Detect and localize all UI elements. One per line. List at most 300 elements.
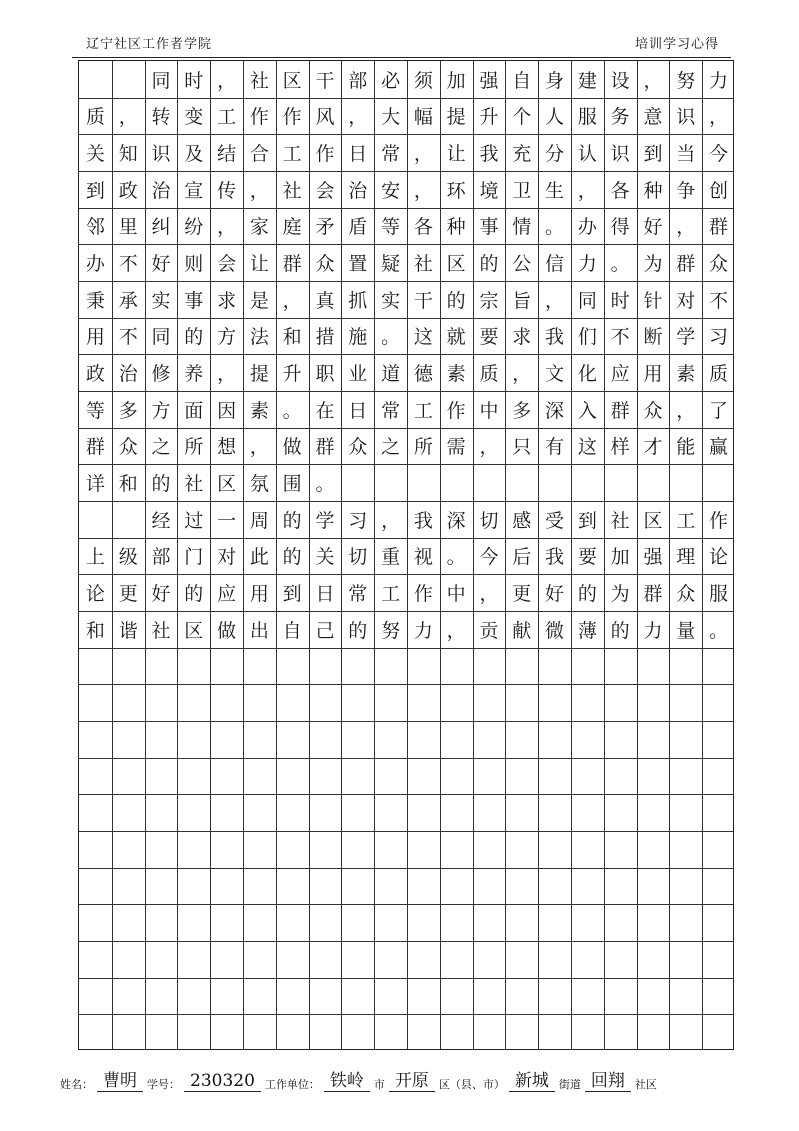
grid-cell-char: 视 bbox=[413, 546, 433, 569]
grid-cell-char: 承 bbox=[118, 289, 138, 312]
grid-cell-char: 生 bbox=[545, 179, 565, 202]
text-line bbox=[79, 464, 341, 501]
text-line bbox=[79, 281, 735, 318]
grid-cell-char: 质 bbox=[85, 106, 105, 129]
grid-cell-char: 更 bbox=[118, 583, 138, 606]
grid-cell-char: 强 bbox=[479, 69, 499, 92]
grid-cell-char: 政 bbox=[118, 179, 138, 202]
grid-cell-char: 有 bbox=[545, 436, 565, 459]
grid-cell-char: 社 bbox=[282, 179, 302, 202]
grid-cell-char: 我 bbox=[479, 143, 499, 166]
grid-cell-char: 入 bbox=[577, 399, 597, 422]
grid-cell-char: 我 bbox=[545, 546, 565, 569]
grid-cell-char: 识 bbox=[676, 106, 696, 129]
grid-cell-char: 好 bbox=[151, 583, 171, 606]
grid-cell-char: 众 bbox=[709, 253, 729, 276]
grid-cell-char: 社 bbox=[610, 509, 630, 532]
grid-cell-char: 微 bbox=[545, 619, 565, 642]
grid-cell-char: 区 bbox=[643, 509, 663, 532]
grid-cell-char: 常 bbox=[348, 583, 368, 606]
text-line bbox=[79, 574, 735, 611]
grid-cell-char: 实 bbox=[151, 289, 171, 312]
grid-cell-char: 多 bbox=[512, 399, 532, 422]
grid-cell-char: 作 bbox=[249, 106, 269, 129]
grid-cell-char: 样 bbox=[610, 436, 630, 459]
grid-cell-char: 加 bbox=[610, 546, 630, 569]
grid-cell-char: 量 bbox=[676, 619, 696, 642]
grid-cell-char: 应 bbox=[610, 363, 630, 386]
community-value: 回翔 bbox=[585, 1066, 631, 1092]
grid-cell-char: 众 bbox=[118, 436, 138, 459]
grid-cell-char: 合 bbox=[249, 143, 269, 166]
grid-cell-char: 人 bbox=[545, 106, 565, 129]
grid-cell-char: ， bbox=[446, 619, 466, 642]
grid-cell-char: 德 bbox=[413, 363, 433, 386]
grid-cell-char: 努 bbox=[676, 69, 696, 92]
grid-cell-char: 社 bbox=[249, 69, 269, 92]
grid-cell-char: 多 bbox=[118, 399, 138, 422]
street-suffix: 街道 bbox=[558, 1078, 581, 1091]
grid-cell-char: 幅 bbox=[413, 106, 433, 129]
grid-cell-char: 理 bbox=[676, 546, 696, 569]
grid-cell-char: 深 bbox=[545, 399, 565, 422]
grid-cell-char: 日 bbox=[348, 399, 368, 422]
grid-cell-char: 受 bbox=[545, 509, 565, 532]
city-value: 铁岭 bbox=[324, 1066, 370, 1092]
grid-cell-char: 面 bbox=[184, 399, 204, 422]
grid-cell-char: 这 bbox=[413, 326, 433, 349]
grid-cell-char: 真 bbox=[315, 289, 335, 312]
grid-cell-char: 政 bbox=[85, 363, 105, 386]
grid-cell-char: 要 bbox=[577, 546, 597, 569]
grid-cell-char: 众 bbox=[676, 583, 696, 606]
grid-cell-char: 。 bbox=[381, 326, 401, 349]
grid-cell-char: 为 bbox=[610, 583, 630, 606]
text-line bbox=[79, 428, 735, 465]
grid-cell-char: 会 bbox=[217, 253, 237, 276]
grid-cell-char: 此 bbox=[249, 546, 269, 569]
grid-cell-char: 宣 bbox=[184, 179, 204, 202]
name-value: 曹明 bbox=[97, 1066, 143, 1092]
grid-cell-char: 经 bbox=[151, 509, 171, 532]
grid-cell-char: 工 bbox=[282, 143, 302, 166]
grid-cell-char: 结 bbox=[217, 143, 237, 166]
grid-cell-char: 好 bbox=[151, 253, 171, 276]
grid-cell-char: ， bbox=[479, 583, 499, 606]
grid-cell-char bbox=[112, 501, 145, 538]
grid-cell-char: 过 bbox=[184, 509, 204, 532]
grid-cell-char: 同 bbox=[151, 69, 171, 92]
text-line bbox=[79, 98, 735, 135]
grid-cell-char: 感 bbox=[512, 509, 532, 532]
grid-cell-char: 建 bbox=[577, 69, 597, 92]
grid-cell-char: 众 bbox=[315, 253, 335, 276]
grid-cell-char: 习 bbox=[709, 326, 729, 349]
grid-cell-char: 。 bbox=[610, 253, 630, 276]
grid-cell-char: 则 bbox=[184, 253, 204, 276]
grid-cell-char: 的 bbox=[282, 546, 302, 569]
grid-cell-char: 设 bbox=[610, 69, 630, 92]
grid-cell-char: 充 bbox=[512, 143, 532, 166]
grid-cell-char: ， bbox=[545, 289, 565, 312]
grid-cell-char: 加 bbox=[446, 69, 466, 92]
grid-cell-char: 部 bbox=[151, 546, 171, 569]
grid-cell-char: 。 bbox=[446, 546, 466, 569]
text-line bbox=[79, 244, 735, 281]
grid-cell-char: 作 bbox=[413, 583, 433, 606]
grid-cell-char: 素 bbox=[249, 399, 269, 422]
grid-cell-char: 求 bbox=[512, 326, 532, 349]
grid-cell-char: 服 bbox=[577, 106, 597, 129]
grid-cell-char: ， bbox=[381, 509, 401, 532]
work-unit-label: 工作单位： bbox=[264, 1078, 320, 1091]
grid-cell-char: 社 bbox=[413, 253, 433, 276]
grid-cell-char: 让 bbox=[249, 253, 269, 276]
grid-cell-char: 用 bbox=[249, 583, 269, 606]
grid-cell-char: 转 bbox=[151, 106, 171, 129]
grid-cell-char: 和 bbox=[282, 326, 302, 349]
grid-cell-char: 习 bbox=[348, 509, 368, 532]
grid-cell-char: 同 bbox=[151, 326, 171, 349]
grid-cell-char: 自 bbox=[282, 619, 302, 642]
grid-cell-char: 同 bbox=[577, 289, 597, 312]
grid-cell-char: 服 bbox=[709, 583, 729, 606]
grid-cell-char: 安 bbox=[381, 179, 401, 202]
grid-cell-char: 提 bbox=[249, 363, 269, 386]
grid-cell-char: 己 bbox=[315, 619, 335, 642]
grid-cell-char: 不 bbox=[118, 326, 138, 349]
grid-cell-char: 在 bbox=[315, 399, 335, 422]
grid-cell-char: ， bbox=[413, 143, 433, 166]
grid-cell-char: 深 bbox=[446, 509, 466, 532]
grid-cell-char: 群 bbox=[282, 253, 302, 276]
grid-cell-char: 疑 bbox=[381, 253, 401, 276]
grid-cell-char: 各 bbox=[413, 216, 433, 239]
grid-cell-char: 传 bbox=[217, 179, 237, 202]
grid-cell-char: 详 bbox=[85, 473, 105, 496]
grid-cell-char: 对 bbox=[676, 289, 696, 312]
grid-cell-char: 升 bbox=[479, 106, 499, 129]
grid-cell-char: 贡 bbox=[479, 619, 499, 642]
grid-cell-char: 想 bbox=[217, 436, 237, 459]
grid-cell-char: 不 bbox=[610, 326, 630, 349]
grid-cell-char: 区 bbox=[446, 253, 466, 276]
grid-cell-char: 施 bbox=[348, 326, 368, 349]
grid-cell-char: 应 bbox=[217, 583, 237, 606]
grid-cell-char: 法 bbox=[249, 326, 269, 349]
grid-cell-char: 。 bbox=[315, 473, 335, 496]
grid-cell-char: 提 bbox=[446, 106, 466, 129]
grid-cell-char: 公 bbox=[512, 253, 532, 276]
grid-cell-char: 群 bbox=[610, 399, 630, 422]
grid-cell-char: 日 bbox=[348, 143, 368, 166]
grid-cell-char: ， bbox=[217, 363, 237, 386]
text-line bbox=[79, 318, 735, 355]
grid-cell-char: 为 bbox=[643, 253, 663, 276]
grid-cell-char: 化 bbox=[577, 363, 597, 386]
grid-cell-char: 的 bbox=[282, 509, 302, 532]
grid-cell-char: 业 bbox=[348, 363, 368, 386]
grid-cell-char: 力 bbox=[413, 619, 433, 642]
grid-cell-char: 工 bbox=[381, 583, 401, 606]
grid-cell-char: 群 bbox=[315, 436, 335, 459]
grid-cell-char: 。 bbox=[282, 399, 302, 422]
grid-cell-char: 是 bbox=[249, 289, 269, 312]
grid-cell-char: ， bbox=[577, 179, 597, 202]
grid-cell-char: 学 bbox=[676, 326, 696, 349]
grid-cell-char: 需 bbox=[446, 436, 466, 459]
grid-cell-char: 中 bbox=[479, 399, 499, 422]
student-id-label: 学号： bbox=[147, 1078, 180, 1091]
grid-cell-char: 到 bbox=[577, 509, 597, 532]
grid-cell-char: 日 bbox=[315, 583, 335, 606]
grid-cell-char: 做 bbox=[282, 436, 302, 459]
grid-cell-char: 等 bbox=[381, 216, 401, 239]
city-suffix: 市 bbox=[373, 1078, 385, 1091]
grid-cell-char: 措 bbox=[315, 326, 335, 349]
grid-cell-char: 质 bbox=[709, 363, 729, 386]
grid-cell-char: 所 bbox=[413, 436, 433, 459]
grid-cell-char: 卫 bbox=[512, 179, 532, 202]
grid-cell-char: 抓 bbox=[348, 289, 368, 312]
grid-cell-char: 好 bbox=[643, 216, 663, 239]
grid-cell-char: 身 bbox=[545, 69, 565, 92]
grid-cell-char: 置 bbox=[348, 253, 368, 276]
grid-cell-char: 办 bbox=[577, 216, 597, 239]
grid-cell-char: ， bbox=[676, 399, 696, 422]
grid-cell-char: 氛 bbox=[249, 473, 269, 496]
grid-cell-char: 后 bbox=[512, 546, 532, 569]
text-line bbox=[79, 501, 735, 538]
grid-cell-char: 的 bbox=[479, 253, 499, 276]
grid-cell-char bbox=[79, 61, 112, 98]
grid-cell-char: 纷 bbox=[184, 216, 204, 239]
grid-cell-char: 治 bbox=[151, 179, 171, 202]
text-line bbox=[79, 171, 735, 208]
grid-cell-char: 职 bbox=[315, 363, 335, 386]
grid-cell-char: 变 bbox=[184, 106, 204, 129]
grid-cell-char: 到 bbox=[85, 179, 105, 202]
text-line bbox=[79, 354, 735, 391]
grid-cell-char: 社 bbox=[184, 473, 204, 496]
grid-cell-char: 出 bbox=[249, 619, 269, 642]
grid-cell-char: 上 bbox=[85, 546, 105, 569]
grid-cell-char: ， bbox=[118, 106, 138, 129]
grid-cell-char: 社 bbox=[151, 619, 171, 642]
grid-cell-char: 。 bbox=[709, 619, 729, 642]
grid-cell-char: 素 bbox=[446, 363, 466, 386]
grid-cell-char: 信 bbox=[545, 253, 565, 276]
grid-cell-char: 群 bbox=[643, 583, 663, 606]
grid-cell-char: 质 bbox=[479, 363, 499, 386]
grid-cell-char: 切 bbox=[348, 546, 368, 569]
grid-cell-char: ， bbox=[643, 69, 663, 92]
grid-cell-char: 就 bbox=[446, 326, 466, 349]
grid-cell-char: 常 bbox=[381, 399, 401, 422]
text-line bbox=[79, 208, 735, 245]
grid-cell-char: 学 bbox=[315, 509, 335, 532]
grid-cell-char: ， bbox=[676, 216, 696, 239]
grid-cell-char: 对 bbox=[217, 546, 237, 569]
grid-cell-char: 区 bbox=[217, 473, 237, 496]
grid-cell-char: 要 bbox=[479, 326, 499, 349]
grid-cell-char: 家 bbox=[249, 216, 269, 239]
grid-cell-char: 时 bbox=[610, 289, 630, 312]
grid-cell-char: 争 bbox=[676, 179, 696, 202]
grid-cell-char: 中 bbox=[446, 583, 466, 606]
grid-cell-char: 周 bbox=[249, 509, 269, 532]
grid-cell-char: 力 bbox=[709, 69, 729, 92]
grid-cell-char: 群 bbox=[676, 253, 696, 276]
grid-cell-char: 围 bbox=[282, 473, 302, 496]
grid-cell-char: 的 bbox=[348, 619, 368, 642]
grid-cell-char bbox=[112, 61, 145, 98]
grid-cell-char: 养 bbox=[184, 363, 204, 386]
grid-cell-char: 到 bbox=[643, 143, 663, 166]
grid-cell-char: 大 bbox=[381, 106, 401, 129]
grid-cell-char: ， bbox=[413, 179, 433, 202]
grid-cell-char: 等 bbox=[85, 399, 105, 422]
grid-cell-char: 方 bbox=[151, 399, 171, 422]
grid-cell-char: 一 bbox=[217, 509, 237, 532]
grid-cell-char: 作 bbox=[446, 399, 466, 422]
grid-cell-char: 区 bbox=[184, 619, 204, 642]
grid-cell-char: 才 bbox=[643, 436, 663, 459]
grid-cell-char: 事 bbox=[479, 216, 499, 239]
grid-cell-char: 分 bbox=[545, 143, 565, 166]
grid-cell-char: 所 bbox=[184, 436, 204, 459]
grid-cell-char: 不 bbox=[118, 253, 138, 276]
grid-cell-char: 赢 bbox=[709, 436, 729, 459]
grid-cell-char: 意 bbox=[643, 106, 663, 129]
grid-cell-char: ， bbox=[282, 289, 302, 312]
grid-cell-char: 之 bbox=[381, 436, 401, 459]
grid-cell-char: 薄 bbox=[577, 619, 597, 642]
grid-cell-char: 强 bbox=[643, 546, 663, 569]
grid-cell-char: 的 bbox=[151, 473, 171, 496]
grid-cell-char: 重 bbox=[381, 546, 401, 569]
grid-cell-char: ， bbox=[512, 363, 532, 386]
grid-cell-char: 及 bbox=[184, 143, 204, 166]
grid-cell-char: 道 bbox=[381, 363, 401, 386]
grid-cell-char: 方 bbox=[217, 326, 237, 349]
grid-cell-char: 关 bbox=[85, 143, 105, 166]
grid-cell-char: 众 bbox=[348, 436, 368, 459]
grid-cell-char: 修 bbox=[151, 363, 171, 386]
grid-cell-char: 针 bbox=[643, 289, 663, 312]
grid-cell-char: ， bbox=[217, 216, 237, 239]
grid-cell-char: 事 bbox=[184, 289, 204, 312]
grid-cell-char: 风 bbox=[315, 106, 335, 129]
grid-cell-char: 断 bbox=[643, 326, 663, 349]
grid-cell-char: ， bbox=[249, 436, 269, 459]
grid-cell-char: 作 bbox=[282, 106, 302, 129]
text-line bbox=[79, 538, 735, 575]
grid-cell-char: 更 bbox=[512, 583, 532, 606]
grid-cell-char: 办 bbox=[85, 253, 105, 276]
name-label: 姓名： bbox=[60, 1078, 93, 1091]
street-value: 新城 bbox=[509, 1066, 555, 1092]
grid-cell-char bbox=[79, 501, 112, 538]
grid-cell-char: 关 bbox=[315, 546, 335, 569]
grid-cell-char: 当 bbox=[676, 143, 696, 166]
grid-cell-char: 能 bbox=[676, 436, 696, 459]
text-line bbox=[79, 134, 735, 171]
grid-cell-char: 务 bbox=[610, 106, 630, 129]
grid-cell-char: 创 bbox=[709, 179, 729, 202]
grid-cell-char: 种 bbox=[643, 179, 663, 202]
grid-cell-char: 努 bbox=[381, 619, 401, 642]
grid-cell-char: 到 bbox=[282, 583, 302, 606]
grid-cell-char: 不 bbox=[709, 289, 729, 312]
footer-info bbox=[60, 1066, 657, 1092]
district-suffix: 区（县、市） bbox=[438, 1078, 505, 1091]
grid-cell-char: 认 bbox=[577, 143, 597, 166]
grid-cell-char: 升 bbox=[282, 363, 302, 386]
grid-cell-char: 工 bbox=[217, 106, 237, 129]
grid-cell-char: 必 bbox=[381, 69, 401, 92]
grid-cell-char: 和 bbox=[85, 619, 105, 642]
grid-cell-char: 文 bbox=[545, 363, 565, 386]
grid-cell-char: 力 bbox=[643, 619, 663, 642]
grid-cell-char: 矛 bbox=[315, 216, 335, 239]
grid-cell-char: 因 bbox=[217, 399, 237, 422]
grid-cell-char: 种 bbox=[446, 216, 466, 239]
grid-cell-char: 常 bbox=[381, 143, 401, 166]
grid-cell-char: 会 bbox=[315, 179, 335, 202]
grid-cell-char: 作 bbox=[709, 509, 729, 532]
grid-cell-char: 邻 bbox=[85, 216, 105, 239]
text-line bbox=[79, 61, 735, 98]
grid-cell-char: 工 bbox=[413, 399, 433, 422]
grid-cell-char: 识 bbox=[610, 143, 630, 166]
grid-cell-char: 纠 bbox=[151, 216, 171, 239]
grid-cell-char: 境 bbox=[479, 179, 499, 202]
community-suffix: 社区 bbox=[634, 1078, 657, 1091]
grid-cell-char: 好 bbox=[545, 583, 565, 606]
grid-cell-char: 时 bbox=[184, 69, 204, 92]
grid-cell-char: 各 bbox=[610, 179, 630, 202]
grid-cell-char: 用 bbox=[643, 363, 663, 386]
grid-cell-char: 力 bbox=[577, 253, 597, 276]
grid-cell-char: 的 bbox=[577, 583, 597, 606]
grid-cell-char: 了 bbox=[709, 399, 729, 422]
grid-cell-char: 情 bbox=[512, 216, 532, 239]
grid-cell-char: 环 bbox=[446, 179, 466, 202]
grid-cell-char: 众 bbox=[643, 399, 663, 422]
grid-cell-char: 作 bbox=[315, 143, 335, 166]
grid-cell-char: 旨 bbox=[512, 289, 532, 312]
grid-cell-char: 用 bbox=[85, 326, 105, 349]
grid-cell-char: 的 bbox=[184, 326, 204, 349]
district-value: 开原 bbox=[389, 1066, 435, 1092]
grid-cell-char: 论 bbox=[85, 583, 105, 606]
grid-cell-char: 部 bbox=[348, 69, 368, 92]
grid-cell-char: 们 bbox=[577, 326, 597, 349]
grid-cell-char: 群 bbox=[85, 436, 105, 459]
grid-cell-char: 我 bbox=[545, 326, 565, 349]
grid-cell-char: 庭 bbox=[282, 216, 302, 239]
grid-cell-char: 之 bbox=[151, 436, 171, 459]
grid-cell-char: ， bbox=[348, 106, 368, 129]
grid-cell-char: 得 bbox=[610, 216, 630, 239]
grid-cell-char: 今 bbox=[479, 546, 499, 569]
grid-paper bbox=[78, 60, 734, 1050]
grid-cell-char: 论 bbox=[709, 546, 729, 569]
grid-cell-char: ， bbox=[249, 179, 269, 202]
grid-cell-char: 识 bbox=[151, 143, 171, 166]
grid-cell-char: 须 bbox=[413, 69, 433, 92]
